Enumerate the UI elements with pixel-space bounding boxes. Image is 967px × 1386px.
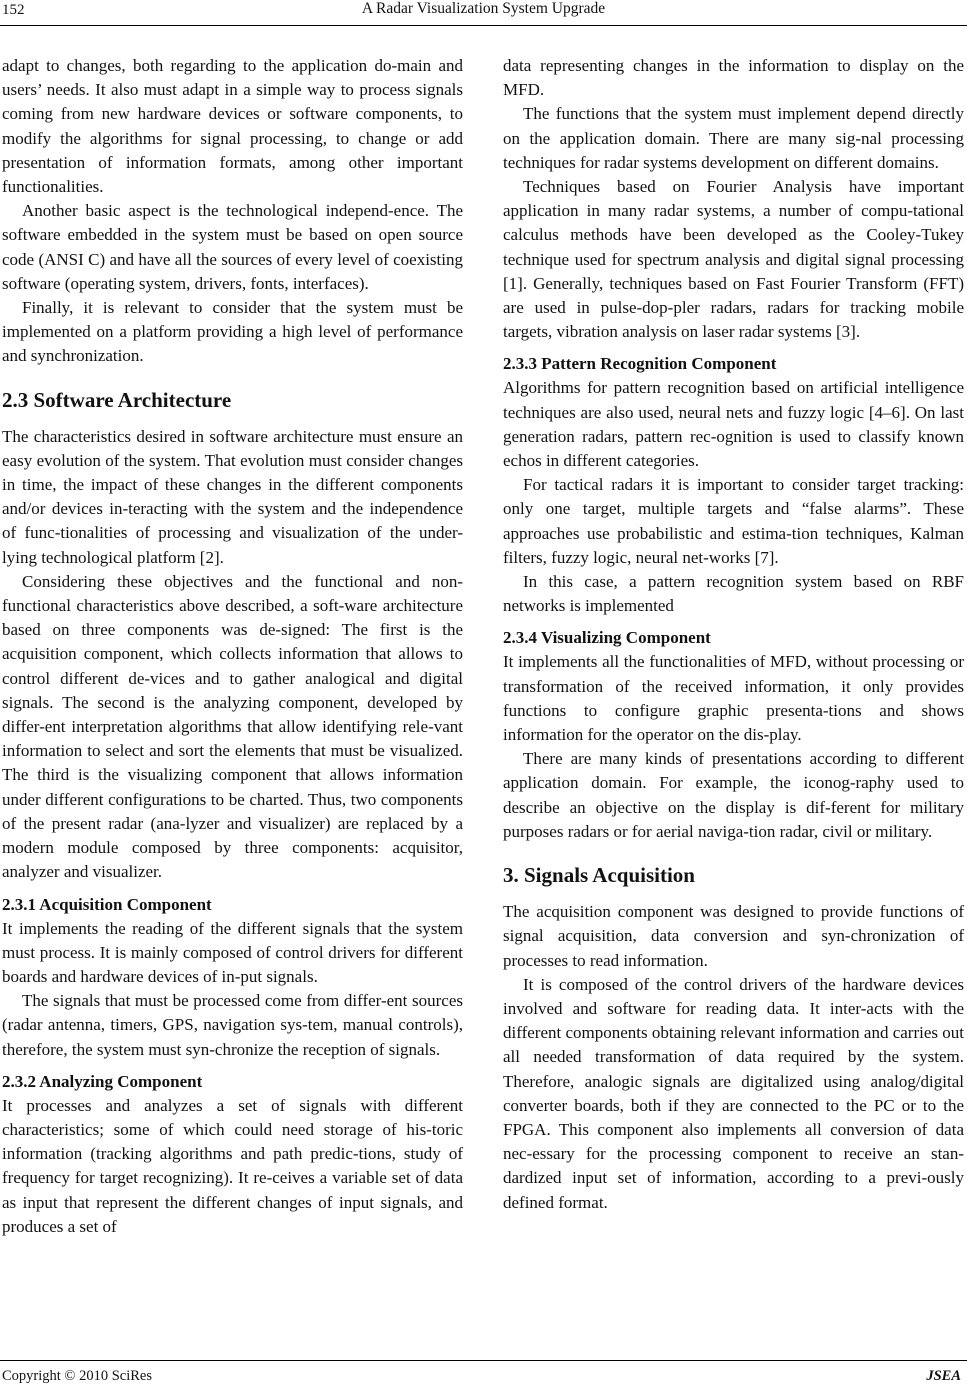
paragraph: Another basic aspect is the technological independ-ence. The software embedded in the system must be based on open source code (ANSI C) and have all the sources of every level of coexisting software (operating system, drivers, fonts, interfaces). — [2, 201, 463, 293]
page-header — [0, 0, 967, 30]
page-footer — [0, 1355, 967, 1385]
subsection-heading-2-3-1: 2.3.1 Acquisition Component — [2, 894, 212, 914]
paragraph: It implements the reading of the different signals that the system must process. It is mainly composed of control drivers for different boards and hardware devices of in-put signals. — [2, 918, 463, 986]
paragraph: data representing changes in the information to display on the MFD. — [503, 56, 964, 100]
paragraph: adapt to changes, both regarding to the application do-main and users’ needs. It also must adapt in a simple way to process signals coming from new hardware devices or software components, to modify the algorithms for signal processing, to change or add presentation of information formats, among other important functionalities. — [2, 56, 463, 197]
paragraph: Techniques based on Fourier Analysis have important application in many radar systems, a number of compu-tational calculus methods have been developed as the Cooley-Tukey technique used for spectrum analysis and digital signal processing [1]. Generally, techniques based on Fast Fourier Transform (FFT) are used in pulse-dop-pler radars, radars for tracking mobile targets, vibration analysis on laser radar systems [3]. — [503, 177, 964, 342]
footer-rule — [0, 1360, 967, 1361]
right-column — [503, 54, 964, 1215]
paragraph: There are many kinds of presentations according to different application domain. For example, the iconog-raphy used to describe an objective on the display is dif-ferent for military purposes radars or for aerial naviga-tion radar, civil or military. — [503, 749, 964, 841]
paragraph: Algorithms for pattern recognition based on artificial intelligence techniques are also used, neural nets and fuzzy logic [4–6]. On last generation radars, pattern rec-ognition is used to classify known echos in different categories. — [503, 378, 964, 471]
paragraph: It implements all the functionalities of MFD, without processing or transformation of the received information, it only provides functions to configure graphic presenta-tions and shows information for the operator on the dis-play. — [503, 652, 964, 745]
paragraph: The acquisition component was designed to provide functions of signal acquisition, data conversion and syn-chronization of processes to read information. — [503, 902, 964, 970]
paragraph: It is composed of the control drivers of the hardware devices involved and software for reading data. It inter-acts with the different components obtaining relevant information and carries out all needed transformation of data required by the system. Therefore, analogic signals are digitalized using analog/digital converter boards, both if they are connected to the PC or to the FPGA. This component also implements all conversion of data nec-essary for the processing component to receive an stan-dardized input set of information, according to a previ-ously defined format. — [503, 974, 964, 1212]
paragraph: In this case, a pattern recognition system based on RBF networks is implemented — [503, 572, 964, 616]
paragraph: The characteristics desired in software architecture must ensure an easy evolution of the system. That evolution must consider changes in time, the impact of these changes in the different components and/or devices in-teracting with the system and the independence of func-tionalities of processing and visualization of the under-lying technological platform [2]. — [2, 426, 463, 567]
page-number: 152 — [2, 2, 25, 18]
subsection-heading-2-3-3: 2.3.3 Pattern Recognition Component — [503, 354, 777, 374]
subsection-heading-2-3-4: 2.3.4 Visualizing Component — [503, 628, 711, 648]
subsection-heading-2-3-2: 2.3.2 Analyzing Component — [2, 1071, 203, 1091]
section-heading-3: 3. Signals Acquisition — [503, 863, 695, 888]
section-heading-2-3: 2.3 Software Architecture — [2, 387, 232, 412]
paragraph: For tactical radars it is important to consider target tracking: only one target, multiple targets and “false alarms”. These approaches use probabilistic and estima-tion techniques, Kalman filters, fuzzy logic, neural net-works [7]. — [503, 475, 964, 567]
running-title: A Radar Visualization System Upgrade — [361, 0, 606, 17]
header-rule — [0, 25, 967, 26]
paragraph: The functions that the system must implement depend directly on the application domain. There are many sig-nal processing techniques for radar systems development on different domains. — [503, 104, 964, 172]
journal-abbreviation: JSEA — [926, 1368, 961, 1384]
copyright-notice: Copyright © 2010 SciRes — [2, 1368, 152, 1384]
paragraph: Considering these objectives and the functional and non-functional characteristics above described, a soft-ware architecture based on three components was de-signed: The first is the acquisition component, which collects information that allows to control different de-vices and to gather analogical and digital signals. The second is the analyzing component, developed by differ-ent interpretation algorithms that allow identifying rele-vant information to select and sort the elements that must be visualized. The third is the visualizing component that allows information under different configurations to be charted. Thus, two components of the present radar (ana-lyzer and visualizer) are replaced by a modern module composed by three components: acquisitor, analyzer and visualizer. — [2, 571, 463, 882]
left-column — [2, 54, 463, 1239]
paragraph: Finally, it is relevant to consider that the system must be implemented on a platform providing a high level of performance and synchronization. — [2, 298, 463, 366]
paragraph: The signals that must be processed come from differ-ent sources (radar antenna, timers, GPS, navigation sys-tem, manual controls), therefore, the system must syn-chronize the reception of signals. — [2, 991, 463, 1059]
paragraph: It processes and analyzes a set of signals with different characteristics; some of which could need storage of his-toric information (tracking algorithms and path predic-tions, study of frequency for target recognizing). It re-ceives a variable set of data as input that represent the different changes of input signals, and produces a set of — [2, 1095, 463, 1236]
